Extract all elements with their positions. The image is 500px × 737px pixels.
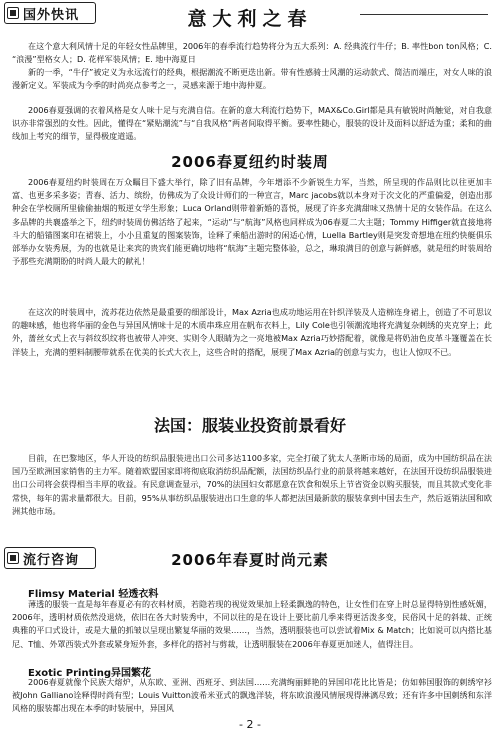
trend-title: Flimsy Material 轻透衣料 (28, 589, 159, 600)
article-paragraph: 2006春夏纽约时装周在万众瞩目下盛大举行，除了旧有品牌，今年增添不少新锐生力军，当然，所呈现的作品则比以往更加丰富、也更多采多姿；青春、活力、缤纷，仿佛成为了众设计师们的一种宣言，Marc jacobs就以本身对于次文化的严重偏爱，创造出那种会在学校厕所里偷偷抽烟的叛逆女学生形象；Luca Orland则带着新婚的喜悦，展现了许多充满甜味又热情十足的女装作品。在这么多品牌的共襄盛举之下，纽约时装周仿佛活络了起来，“运动”与“航海”风格也同样成为06春夏二大主题；Tommy Hiffiger就直接地将斗大的船锚图案印在裙装上，小小且重复的图案装饰，诠释了乘船出游时的闲适心情，Luella Bartley则是突发奇想地在纽约快艇俱乐部举办女装秀展，为的也就是让来宾的贵宾们能更确切地将“航海”主题完整体验，总之，琳琅满目的创意与新鲜感，就是纽约时装周给予那些充满期盼的时尚人最大的献礼！ (12, 177, 492, 267)
article-heading: 2006春夏纽约时装周 (171, 153, 329, 171)
article-paragraph: 薄透的服装一直是每年春夏必有的衣料材质，若隐若现的视觉效果加上轻柔飘逸的特色，让女性们在穿上时总显得特别性感妩媚，2006年，透明材质依然没退烧，依旧在各大时装秀中，不同以往的是在设计上要比前几季来得更活泼多变，民俗风十足的斜裁、正统典雅的平口式设计，或是大量的抓皱以呈现出繁复华丽的效果……，当然，透明服装也可以尝试着Mix & Match；比如说可以内搭比基尼、T恤、外罩西装式外套或紧身短外套，多样化的搭衬与剪裁，让透明服装在2006年春夏更加迷人，值得注目。 (12, 599, 492, 649)
article-paragraph: 新的一季，“牛仔”被定义为永远流行的经典，根据潮流不断更迭出新。带有性感骑士风潮的运动款式、简洁而端庄，对女人味的浪漫新定义。军装成为今季的时尚亮点参考之一，灵感来源于地中海仲夏。 (12, 67, 492, 91)
article-paragraph: 在这次的时装周中，流苏花边依然是最重要的细部设计，Max Azria也成功地运用在针织洋装及人造棉连身裙上，创造了不可思议的趣味感，他也将华丽的金色与异国风情味十足的木质串珠应用在帆布衣料上，Lily Cole也引领潮流地将充满复杂刺绣的夹克穿上；此外，蔷丝女式上衣与斜纹织纹将也被带人冲突、实则令人眼睛为之一亮地被Max Azria巧妙搭配着，就像是将奶油色皮革斗篷覆盖在长洋装上，充满的塑料制腰带就系在优美的长式大衣上，这些合时的搭配，展现了Max Azria的创意与实力，也让人惊叹不已。 (12, 307, 492, 357)
trend-title: Exotic Printing异国繁花 (28, 668, 152, 679)
article-paragraph: 在这个意大利风情十足的年轻女性品牌里，2006年的春季流行趋势将分为五大系列：A. 经典流行牛仔；B. 率性bon ton风格；C. “浪漫”型格女人；D. 花样军装风情；E. 地中海夏日 (12, 41, 492, 65)
page-number: - 2 - (239, 718, 261, 731)
article-heading: 2006年春夏时尚元素 (171, 551, 329, 569)
article-heading: 法国：服装业投资前景看好 (153, 416, 346, 435)
article-paragraph: 2006春夏就像个民族大熔炉，从东欧、亚洲、西班牙、到法国……充满绚丽鲜艳的异国印花比比皆是；仿如韩国服饰的刺绣窄衫被John Galliano诠释得时尚有型；Louis Vuitton波希米亚式的飘逸洋装，将东欧浪漫风情展现得淋漓尽致；还有许多中国刺绣和东洋风格的服装都出现在本季的时装展中，异国风 (12, 677, 492, 714)
article-paragraph: 2006春夏强调的衣着风格是女人味十足与充满自信。在新的意大利流行趋势下，MAX&Co.Girl都是具有敏锐时尚触觉，对自我意识亦非常强烈的女性。因此，懂得在“紧贴潮流”与“自我风格”两者间取得平衡。要率性随心，服装的设计及面料以舒适为重；柔和的曲线加上考究的细节，显得极度道遥。 (12, 105, 492, 142)
section-tag-label: 国外快讯 (23, 7, 80, 23)
section-tag-label: 流行咨询 (23, 552, 80, 568)
article-heading: 意大利之春 (187, 8, 313, 30)
article-paragraph: 目前，在巴黎地区，华人开设的纺织品服装进出口公司多达1100多家，完全打破了犹太人垄断市场的局面，成为中国纺织品在法国乃至欧洲国家销售的主力军。随着欧盟国家即将彻底取消纺织品配额，法国纺织品行业的前景将越来越好，在法国开设纺织品服装进出口公司将会获得相当丰厚的收益。有民意调查显示，70%的法国妇女都愿意在饮食和娱乐上节省资金以购买服装，而且其款式变化非常快，每年的需求量都很大。目前，95%从事纺织品服装进出口生意的华人都把法国最新款的服装拿到中国去生产，然后返销法国和欧洲其他市场。 (12, 453, 492, 516)
